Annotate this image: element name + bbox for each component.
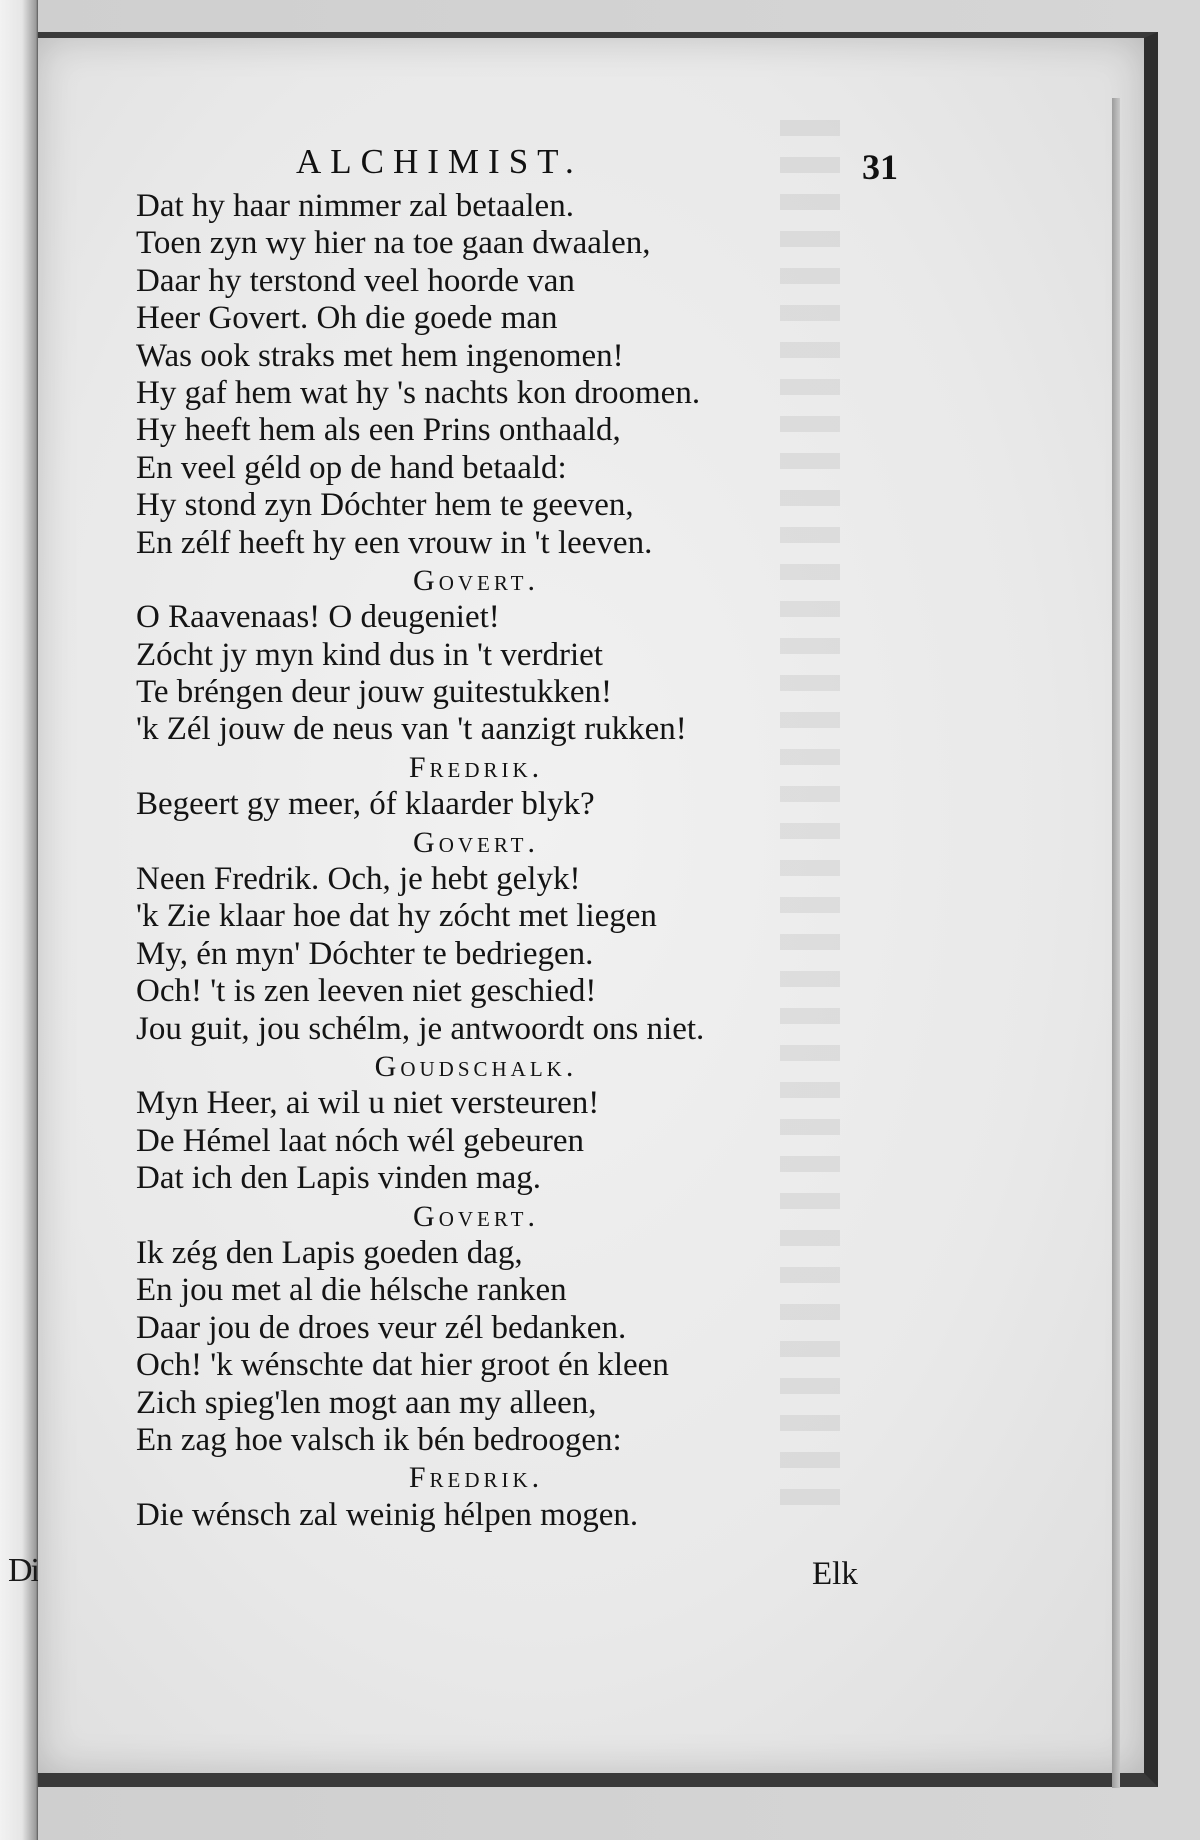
page-number: 31 bbox=[862, 147, 898, 187]
verse-line: Die wénsch zal weinig hélpen mogen. bbox=[136, 1496, 639, 1533]
catchword: Elk bbox=[812, 1556, 858, 1592]
page-edge-shadow bbox=[1112, 98, 1120, 1788]
verse-line: Dat ich den Lapis vinden mag. bbox=[136, 1160, 542, 1197]
verse-line: Myn Heer, ai wil u niet versteuren! bbox=[136, 1085, 600, 1122]
verse-line: Hy stond zyn Dóchter hem te geeven, bbox=[136, 487, 634, 524]
verse-line: Hy gaf hem wat hy 's nachts kon droomen. bbox=[136, 374, 701, 411]
verse-line: Daar jou de droes veur zél bedanken. bbox=[136, 1309, 627, 1346]
speaker-name: Govert. bbox=[413, 563, 539, 597]
play-text bbox=[136, 188, 816, 1534]
verse-line: En jou met al die hélsche ranken bbox=[136, 1272, 567, 1309]
verse-line: Hy heeft hem als een Prins onthaald, bbox=[136, 412, 621, 449]
previous-page-fragment: Di bbox=[8, 1552, 38, 1589]
speaker-name: Goudschalk. bbox=[374, 1049, 578, 1083]
speaker-name: Govert. bbox=[413, 1199, 539, 1233]
verse-line: Toen zyn wy hier na toe gaan dwaalen, bbox=[136, 225, 651, 262]
verse-line: 'k Zie klaar hoe dat hy zócht met liegen bbox=[136, 898, 657, 935]
verse-line: En zélf heeft hy een vrouw in 't leeven. bbox=[136, 524, 653, 561]
verse-line: Och! 'k wénschte dat hier groot én kleen bbox=[136, 1347, 669, 1384]
verse-line: Neen Fredrik. Och, je hebt gelyk! bbox=[136, 861, 581, 898]
verse-line: En zag hoe valsch ik bén bedroogen: bbox=[136, 1421, 622, 1458]
verse-line: Zich spieg'len mogt aan my alleen, bbox=[136, 1384, 597, 1421]
verse-line: Dat hy haar nimmer zal betaalen. bbox=[136, 188, 574, 224]
running-head: ALCHIMIST. bbox=[296, 142, 583, 181]
verse-line: Zócht jy myn kind dus in 't verdriet bbox=[136, 636, 603, 673]
verse-line: Heer Govert. Oh die goede man bbox=[136, 300, 558, 337]
speaker-name: Fredrik. bbox=[408, 1461, 544, 1495]
verse-line: My, én myn' Dóchter te bedriegen. bbox=[136, 935, 594, 972]
speaker-name: Govert. bbox=[413, 825, 539, 859]
verse-line: Ik zég den Lapis goeden dag, bbox=[136, 1234, 523, 1271]
verse-line: Daar hy terstond veel hoorde van bbox=[136, 262, 575, 299]
verse-line: Te bréngen deur jouw guitestukken! bbox=[136, 674, 613, 711]
speaker-name: Fredrik. bbox=[408, 750, 544, 784]
verse-line: 'k Zél jouw de neus van 't aanzigt rukken! bbox=[136, 711, 687, 748]
verse-line: Begeert gy meer, óf klaarder blyk? bbox=[136, 786, 595, 823]
verse-line: En veel géld op de hand betaald: bbox=[136, 449, 567, 486]
verse-line: Was ook straks met hem ingenomen! bbox=[136, 337, 624, 374]
verse-line: Jou guit, jou schélm, je antwoordt ons niet. bbox=[136, 1010, 705, 1047]
verse-line: Och! 't is zen leeven niet geschied! bbox=[136, 973, 597, 1010]
verse-line: De Hémel laat nóch wél gebeuren bbox=[136, 1122, 585, 1159]
previous-page-edge bbox=[0, 0, 38, 1840]
verse-line: O Raavenaas! O deugeniet! bbox=[136, 599, 500, 636]
